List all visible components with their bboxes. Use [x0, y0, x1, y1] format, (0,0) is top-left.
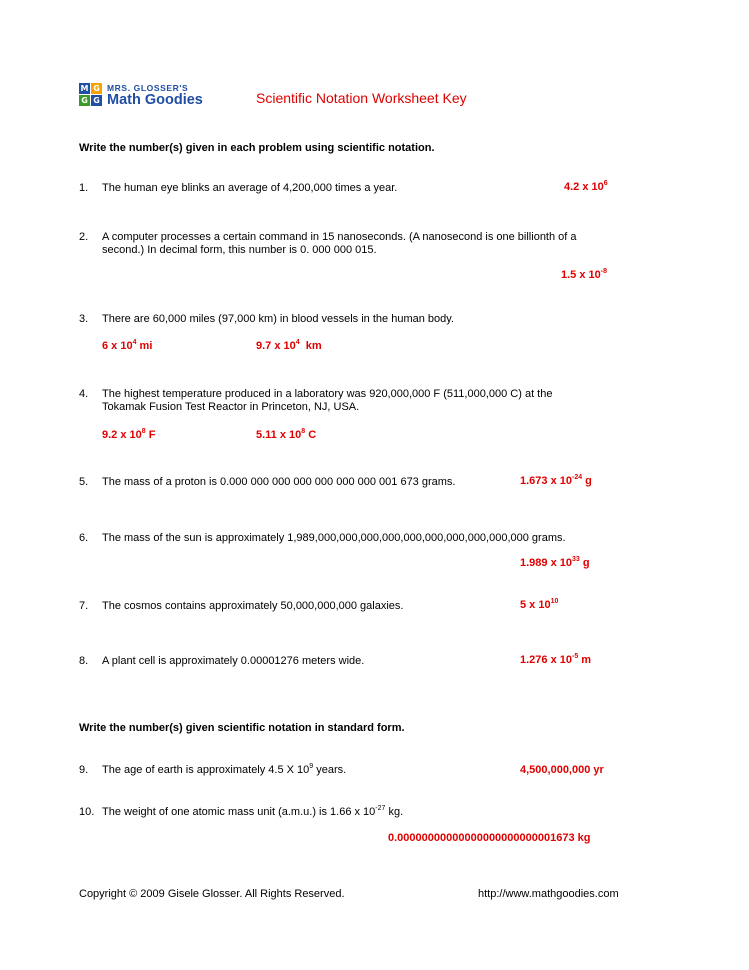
answer-base: 1.989 x 10: [520, 557, 572, 569]
copyright: Copyright © 2009 Gisele Glosser. All Rights Reserved.: [79, 888, 345, 900]
answer-base: 5 x 10: [520, 599, 551, 611]
answer: [102, 429, 155, 441]
answer-exponent: 10: [550, 598, 559, 605]
problem-number: 8.: [79, 655, 89, 667]
answer-unit: C: [305, 429, 317, 441]
answer: [256, 429, 316, 441]
answer: [256, 340, 322, 352]
logo-tile: G: [91, 95, 102, 106]
answer: [520, 654, 591, 666]
logo-tile: G: [91, 83, 102, 94]
answer-exponent: 8: [141, 428, 146, 435]
problem-text: The cosmos contains approximately 50,000,000,000 galaxies.: [102, 600, 404, 612]
problem-text: A computer processes a certain command in 15 nanoseconds. (A nanosecond is one billionth of a: [102, 231, 577, 243]
answer-base: 9.2 x 10: [102, 429, 142, 441]
problem-text: The human eye blinks an average of 4,200,000 times a year.: [102, 182, 398, 194]
logo-big-text: Math Goodies: [107, 92, 203, 108]
problem-text: [102, 764, 346, 778]
answer-exponent: -24: [572, 474, 583, 481]
problem-number: 7.: [79, 600, 89, 612]
problem-text: The highest temperature produced in a laboratory was 920,000,000 F (511,000,000 C) at the: [102, 388, 553, 400]
problem-text: The mass of a proton is 0.000 000 000 000 000 000 000 001 673 grams.: [102, 476, 456, 488]
problem-number: 1.: [79, 182, 89, 194]
problem-text: A plant cell is approximately 0.00001276 meters wide.: [102, 655, 365, 667]
problem-text: Tokamak Fusion Test Reactor in Princeton, NJ, USA.: [102, 401, 360, 413]
answer: 4,500,000,000 yr: [520, 764, 604, 776]
problem-number: 10.: [79, 806, 95, 818]
problem-number: 3.: [79, 313, 89, 325]
answer-base: 9.7 x 10: [256, 340, 296, 352]
answer-exponent: -8: [600, 268, 607, 275]
logo-tiles-icon: [79, 83, 103, 107]
answer-unit: m: [578, 654, 592, 666]
answer-unit: g: [579, 557, 590, 569]
answer: [520, 475, 592, 487]
logo-small-text: MRS. GLOSSER'S: [107, 83, 189, 93]
footer-link[interactable]: http://www.mathgoodies.com: [478, 888, 619, 900]
answer-exponent: 4: [295, 339, 300, 346]
answer-unit: g: [582, 475, 592, 487]
section-heading: Write the number(s) given in each problem using scientific notation.: [79, 142, 435, 154]
answer-exponent: 6: [603, 180, 608, 187]
problem-text: The mass of the sun is approximately 1,989,000,000,000,000,000,000,000,000,000,000 grams.: [102, 532, 566, 544]
answer-base: 6 x 10: [102, 340, 133, 352]
problem-exponent: 9: [309, 763, 314, 770]
problem-number: 2.: [79, 231, 89, 243]
answer-base: 4.2 x 10: [564, 181, 604, 193]
problem-text-part: years.: [313, 764, 347, 776]
answer-exponent: 8: [301, 428, 306, 435]
answer-base: 1.276 x 10: [520, 654, 572, 666]
answer: 0.00000000000000000000000001673 kg: [388, 832, 591, 844]
answer-unit: km: [299, 340, 322, 352]
answer: [561, 269, 607, 281]
problem-text-part: kg.: [385, 806, 404, 818]
problem-text-part: The age of earth is approximately 4.5 X 10: [102, 764, 310, 776]
answer: [564, 181, 608, 193]
answer-unit: mi: [136, 340, 153, 352]
answer-base: 5.11 x 10: [256, 429, 302, 441]
problem-exponent: -27: [375, 805, 386, 812]
logo-tile: G: [79, 95, 90, 106]
answer-exponent: -5: [572, 653, 579, 660]
section-heading: Write the number(s) given scientific notation in standard form.: [79, 722, 405, 734]
problem-text: There are 60,000 miles (97,000 km) in blood vessels in the human body.: [102, 313, 454, 325]
logo-tile: M: [80, 84, 89, 93]
answer-exponent: 4: [132, 339, 137, 346]
math-goodies-logo: [79, 83, 229, 109]
answer-base: 1.673 x 10: [520, 475, 572, 487]
answer-base: 1.5 x 10: [561, 269, 601, 281]
answer-unit: F: [145, 429, 156, 441]
problem-text: second.) In decimal form, this number is 0. 000 000 015.: [102, 244, 377, 256]
answer: [520, 599, 558, 611]
answer-exponent: 33: [572, 556, 580, 563]
problem-text-part: The weight of one atomic mass unit (a.m.u.) is 1.66 x 10: [102, 806, 376, 818]
problem-number: 4.: [79, 388, 89, 400]
problem-number: 6.: [79, 532, 89, 544]
page-title: Scientific Notation Worksheet Key: [256, 90, 467, 106]
answer: [520, 557, 590, 569]
answer: [102, 340, 152, 352]
problem-text: [102, 806, 403, 820]
problem-number: 9.: [79, 764, 89, 776]
problem-number: 5.: [79, 476, 89, 488]
